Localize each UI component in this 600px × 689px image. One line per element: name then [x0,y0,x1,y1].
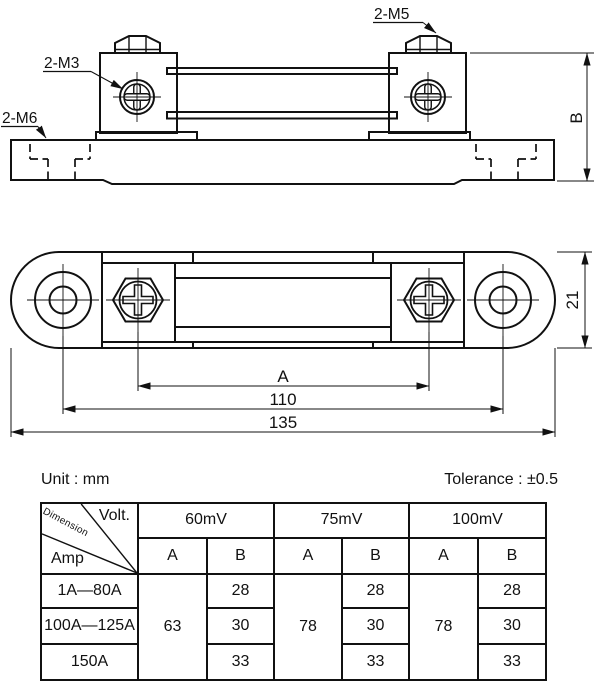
group-header-60mv: 60mV [138,503,274,538]
phillips-screw-right [404,72,452,122]
b-value-cell: 33 [207,644,274,680]
label-2-M3: 2-M3 [44,55,80,72]
phillips-screw-left [113,72,161,122]
b-value-cell: 30 [342,608,409,644]
a-value-75mv: 78 [274,574,342,680]
b-value-cell: 28 [478,574,546,608]
resistive-strip-bottom [167,112,397,119]
b-value-cell: 28 [207,574,274,608]
unit-note: Unit : mm [41,471,110,488]
corner-dimension-label: Dimension [40,506,91,540]
a-value-100mv: 78 [409,574,478,680]
b-value-cell: 30 [207,608,274,644]
group-header-75mv: 75mV [274,503,409,538]
subheader-cell: A [138,538,207,574]
tolerance-note: Tolerance : ±0.5 [444,471,558,488]
dimension-110 [63,390,503,409]
dim-a-label: A [277,367,289,386]
table-row-groups [41,503,546,538]
dim-110-label: 110 [269,390,297,409]
label-2-M5: 2-M5 [374,6,410,23]
dim-135-label: 135 [268,413,298,432]
b-value-cell: 33 [342,644,409,680]
base-plate-outline [11,140,554,184]
side-elevation-view [0,0,600,200]
b-value-cell: 33 [478,644,546,680]
dimension-21 [557,252,592,348]
callout-2-M6 [1,110,46,138]
subheader-cell: A [409,538,478,574]
subheader-cell: B [478,538,546,574]
subheader-cell: B [342,538,409,574]
resistive-strip-top [167,68,397,74]
row-header-cell: 1A—80A [41,574,138,608]
a-value-60mv: 63 [138,574,207,680]
row-header-cell: 150A [41,644,138,680]
subheader-cell: A [274,538,342,574]
corner-volt-label: Volt. [98,507,130,524]
corner-amp-label: Amp [51,550,84,567]
plan-view [0,200,600,460]
label-2-M6: 2-M6 [2,110,38,127]
hex-bolt-left [115,36,160,53]
callout-2-M3 [43,55,123,89]
dimension-A [138,367,429,386]
b-value-cell: 30 [478,608,546,644]
subheader-cell: B [207,538,274,574]
hex-bolt-right [406,36,451,53]
row-header-cell: 100A—125A [41,608,138,644]
b-value-cell: 28 [342,574,409,608]
corner-header-cell [41,503,138,574]
table-row-1a-80a [41,574,546,608]
dim-b-label: B [567,112,586,124]
dimension-135 [11,413,555,432]
group-header-100mv: 100mV [409,503,546,538]
callout-2-M5 [373,6,436,33]
dim-21-label: 21 [563,290,582,310]
spec-table [40,502,547,681]
